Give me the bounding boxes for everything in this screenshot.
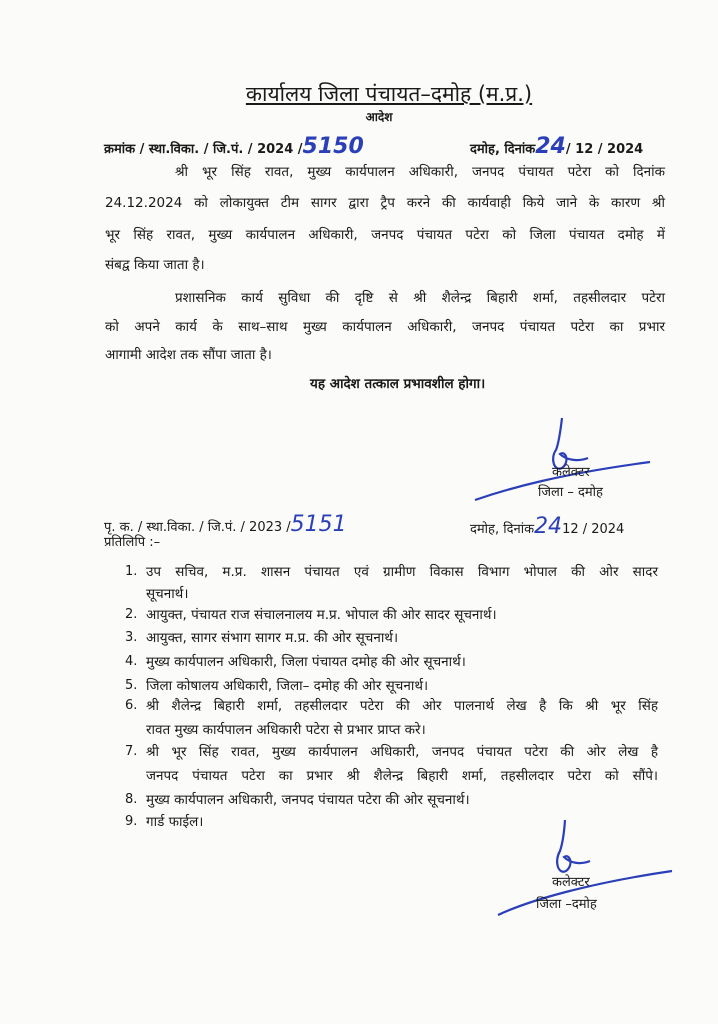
copy-day-handwritten: 24 bbox=[534, 514, 563, 539]
para1-line: संबद्व किया जाता है। bbox=[105, 257, 205, 273]
copy-month-year: 12 / 2024 bbox=[562, 522, 625, 537]
list-item-number: 5. bbox=[125, 678, 138, 693]
copy-date-prefix: दमोह, दिनांक bbox=[470, 522, 535, 537]
signature-2-designation: कलेक्टर bbox=[552, 875, 590, 890]
list-item-number: 4. bbox=[125, 654, 138, 669]
office-title: कार्यालय जिला पंचायत–दमोह (म.प्र.) bbox=[245, 82, 533, 106]
list-item-line: उप सचिव, म.प्र. शासन पंचायत एवं ग्रामीण विकास विभाग भोपाल की ओर सादर bbox=[146, 564, 658, 580]
list-item-line: श्री शैलेन्द्र बिहारी शर्मा, तहसीलदार पटेरा की ओर पालनार्थ लेख है कि श्री भूर सिंह bbox=[146, 698, 658, 714]
copy-date bbox=[470, 514, 624, 539]
list-item-number: 2. bbox=[125, 607, 138, 622]
list-item-line: मुख्य कार्यपालन अधिकारी, जिला पंचायत दमोह की ओर सूचनार्थ। bbox=[146, 654, 466, 670]
para1-line: भूर सिंह रावत, मुख्य कार्यपालन अधिकारी, जनपद पंचायत पटेरा को जिला पंचायत दमोह में bbox=[105, 227, 665, 243]
list-item-number: 6. bbox=[125, 698, 138, 713]
list-item-line: रावत मुख्य कार्यपालन अधिकारी पटेरा से प्रभार प्राप्त करे। bbox=[146, 722, 426, 738]
list-item-line: सूचनार्थ। bbox=[146, 586, 189, 602]
para2-line: प्रशासनिक कार्य सुविधा की दृष्टि से श्री शैलेन्द्र बिहारी शर्मा, तहसीलदार पटेरा bbox=[175, 290, 665, 306]
signature-1-designation: कलेक्टर bbox=[552, 465, 590, 480]
list-item-line: आयुक्त, सागर संभाग सागर म.प्र. की ओर सूचनार्थ। bbox=[146, 630, 399, 646]
list-item-number: 9. bbox=[125, 814, 138, 829]
list-item-line: आयुक्त, पंचायत राज संचालनालय म.प्र. भोपाल की ओर सादर सूचनार्थ। bbox=[146, 607, 497, 623]
order-day-handwritten: 24 bbox=[535, 134, 566, 159]
copy-ref-prefix: पृ. क. / स्था.विका. / जि.पं. / 2023 / bbox=[104, 520, 291, 535]
order-month-year: / 12 / 2024 bbox=[565, 142, 644, 157]
list-item-line: जिला कोषालय अधिकारी, जिला– दमोह की ओर सूचनार्थ। bbox=[146, 678, 429, 694]
para2-line: को अपने कार्य के साथ–साथ मुख्य कार्यपालन अधिकारी, जनपद पंचायत पटेरा का प्रभार bbox=[105, 319, 665, 335]
para1-line: 24.12.2024 को लोकायुक्त टीम सागर द्वारा ट्रैप करने की कार्यवाही किये जाने के कारण श्री bbox=[105, 195, 665, 211]
document-type: आदेश bbox=[365, 110, 393, 124]
order-date-prefix: दमोह, दिनांक bbox=[470, 142, 536, 157]
list-item-number: 7. bbox=[125, 744, 138, 759]
list-item-line: श्री भूर सिंह रावत, मुख्य कार्यपालन अधिकारी, जनपद पंचायत पटेरा की ओर लेख है bbox=[146, 744, 658, 760]
list-item-line: गार्ड फाईल। bbox=[146, 814, 204, 830]
copy-label: प्रतिलिपि :– bbox=[104, 535, 161, 550]
list-item-line: मुख्य कार्यपालन अधिकारी, जनपद पंचायत पटेरा की ओर सूचनार्थ। bbox=[146, 792, 470, 808]
list-item-number: 1. bbox=[125, 564, 138, 579]
order-ref-prefix: क्रमांक / स्था.विका. / जि.पं. / 2024 / bbox=[104, 142, 303, 157]
order-date bbox=[470, 134, 643, 159]
effect-statement: यह आदेश तत्काल प्रभावशील होगा। bbox=[310, 376, 486, 392]
order-ref-number-handwritten: 5150 bbox=[302, 134, 364, 159]
list-item-number: 8. bbox=[125, 792, 138, 807]
order-reference bbox=[104, 134, 364, 159]
para1-line: श्री भूर सिंह रावत, मुख्य कार्यपालन अधिकारी, जनपद पंचायत पटेरा को दिनांक bbox=[175, 164, 665, 180]
signature-2-district: जिला –दमोह bbox=[536, 897, 597, 912]
list-item-number: 3. bbox=[125, 630, 138, 645]
copy-ref-number-handwritten: 5151 bbox=[290, 512, 347, 537]
signature-1-district: जिला – दमोह bbox=[538, 485, 603, 500]
list-item-line: जनपद पंचायत पटेरा का प्रभार श्री शैलेन्द्र बिहारी शर्मा, तहसीलदार पटेरा को सौंपे। bbox=[146, 768, 658, 784]
para2-line: आगामी आदेश तक सौंपा जाता है। bbox=[105, 347, 272, 363]
